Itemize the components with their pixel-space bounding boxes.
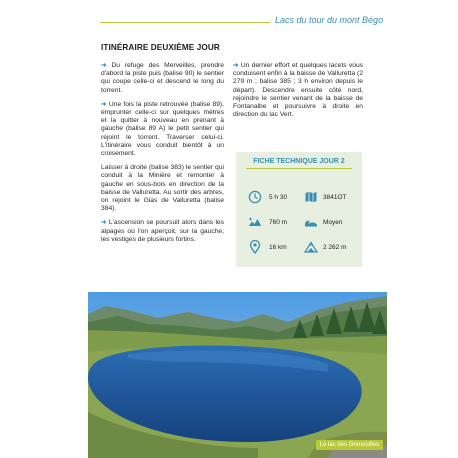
max-altitude-value: 2 262 m [323,244,347,251]
arrow-icon: ➜ [101,100,107,108]
arrow-icon: ➜ [101,62,107,69]
map-reference-value: 3841OT [323,194,347,201]
paragraph-text: Un dernier effort et quelques lacets vous conduisent enfin à la baisse de Valluretta (2 279 m ; balise 385 ; 3 h environ depuis le départ). Descendre ensuite côté nord, rejoindre le sentier venant de la baisse de Fontanalbe et poursuivre à droite en direction du lac Vert. [233,62,364,119]
paragraph [101,164,224,213]
right-column [233,62,363,125]
elevation-gain-value: 760 m [269,219,288,226]
summit-icon [304,240,318,254]
photo-caption: Le lac des Grenouilles [316,440,383,450]
lake-photo [88,292,387,458]
clock-icon [248,190,262,204]
section-title: ITINÉRAIRE DEUXIÈME JOUR [101,43,220,52]
fiche-rule [246,168,352,169]
paragraph [101,62,224,95]
fiche-title: FICHE TECHNIQUE JOUR 2 [253,158,345,165]
header-rule [100,22,270,23]
running-title: Lacs du tour du mont Bégo [275,15,384,25]
paragraph [101,101,224,158]
location-pin-icon [248,240,262,254]
arrow-icon: ➜ [233,62,239,69]
difficulty-value: Moyen [323,219,343,226]
fiche-technique-box [236,152,362,267]
map-icon [304,190,318,204]
hiking-shoe-icon [304,215,318,229]
duration-value: 5 h 30 [269,194,288,201]
paragraph-text: L'ascension se poursuit alors dans les alpages où l'on aperçoit, sur la gauche, les vestiges de plusieurs fortins. [101,219,224,243]
paragraph [101,219,224,244]
paragraph [233,62,363,119]
left-column [101,62,224,250]
elevation-icon [248,215,262,229]
paragraph-text: Une fois la piste retrouvée (balise 89), emprunter celle-ci sur quelques mètres et la quitter à nouveau en prenant à gauche (balise 89 A) le petit sentier qui rejoint le torrent. Traverser celui-ci. L'itinéraire vous conduit bientôt à un croisement. [101,100,224,158]
distance-value: 16 km [269,244,287,251]
arrow-icon: ➜ [101,219,107,227]
paragraph-text: Laisser à droite (balise 383) le sentier qui conduit à la Minière et remonter à gauche en sous-bois en direction de la baisse de Valluretta. Au sortir des arbres, on rejoint le Gias de Valluretta (balise 384). [101,164,224,213]
paragraph-text: Du refuge des Merveilles, prendre d'abord la piste puis (balise 90) le sentier qui coupe celle-ci et descend le long du torrent. [101,62,225,94]
lake-landscape-illustration [88,292,387,458]
